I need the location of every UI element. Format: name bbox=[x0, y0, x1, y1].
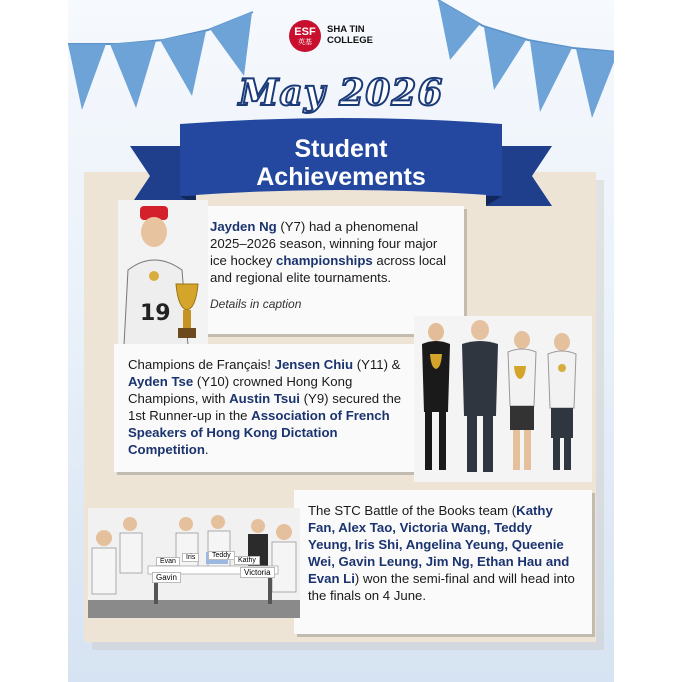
french-text-1: Champions de Français! bbox=[128, 357, 275, 372]
svg-text:19: 19 bbox=[140, 301, 171, 326]
name-card-kathy: Kathy bbox=[234, 556, 260, 565]
details-caption: Details in caption bbox=[210, 297, 302, 311]
student-name-jensen: Jensen Chiu bbox=[274, 357, 354, 372]
french-text-2: (Y11) & bbox=[353, 357, 401, 372]
name-card-victoria: Victoria bbox=[240, 567, 275, 578]
name-card-evan: Evan bbox=[156, 557, 180, 566]
hockey-text-2: across local and regional elite tournaments. bbox=[210, 253, 447, 285]
competition-name: Association of French Speakers of Hong Kong Dictation Competition bbox=[128, 408, 390, 457]
student-name-ayden: Ayden Tse bbox=[128, 374, 194, 389]
french-text-3: (Y10) crowned Hong Kong Champions, with bbox=[128, 374, 353, 406]
french-text-5: . bbox=[204, 442, 209, 457]
school-name-line1: SHA TIN bbox=[327, 24, 365, 36]
banner-title bbox=[178, 135, 504, 191]
student-name-austin: Austin Tsui bbox=[229, 391, 300, 406]
month-title: May 2026 bbox=[238, 72, 444, 114]
team-members: Kathy Fan, Alex Tao, Victoria Wang, Teddy Yeung, Iris Shi, Angelina Yeung, Queenie Wei, Gavin Leung, Jim Ng, Ethan Hau and Evan Li bbox=[308, 503, 570, 586]
student-name-jayden: Jayden Ng bbox=[210, 219, 277, 234]
hockey-text bbox=[210, 218, 450, 286]
school-name-line2: COLLEGE bbox=[327, 35, 373, 46]
photo-french-winners bbox=[414, 316, 592, 482]
poster bbox=[68, 0, 614, 682]
banner-line1: Student bbox=[294, 135, 388, 163]
books-text bbox=[308, 502, 578, 604]
french-text bbox=[128, 356, 404, 458]
achievement-card-books bbox=[294, 490, 592, 634]
books-text-2: ) won the semi-final and will head into the finals on 4 June. bbox=[308, 571, 575, 603]
photo-books-team bbox=[88, 508, 300, 618]
badge-chinese-text: 英基 bbox=[298, 38, 312, 46]
name-card-iris: Iris bbox=[182, 553, 199, 562]
french-text-4: (Y9) secured the 1st Runner-up in the bbox=[128, 391, 402, 423]
achievement-card-hockey bbox=[196, 206, 464, 334]
banner-line2: Achievements bbox=[256, 163, 426, 191]
achievement-card-french bbox=[114, 344, 418, 472]
photo-hockey-player bbox=[118, 200, 208, 345]
hockey-text-1: (Y7) had a phenomenal 2025–2026 season, winning four major ice hockey bbox=[210, 219, 438, 268]
books-text-1: The STC Battle of the Books team ( bbox=[308, 503, 517, 518]
championships-highlight: championships bbox=[275, 253, 373, 268]
name-card-gavin: Gavin bbox=[152, 572, 181, 583]
name-card-teddy: Teddy bbox=[208, 551, 235, 560]
badge-esf-text: ESF bbox=[294, 25, 316, 38]
